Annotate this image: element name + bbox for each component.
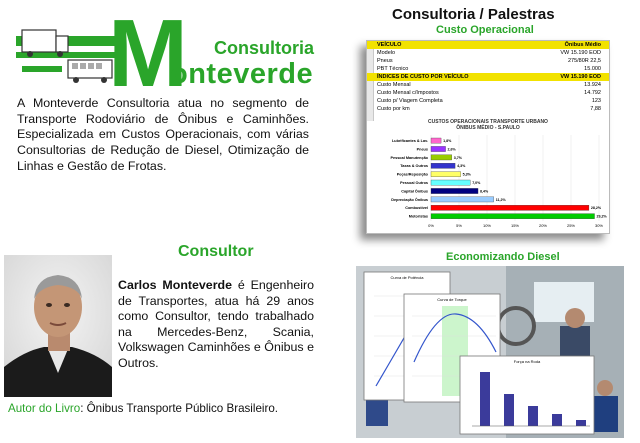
sheet-row-label: Custo Mensal (377, 82, 411, 88)
sheet-row-label: Custo Mensal c/Impostos (377, 90, 439, 96)
bar-value-label: 5,3% (462, 172, 471, 177)
company-logo (16, 0, 316, 107)
sheet-row (367, 65, 609, 73)
sheet-row-label: ÍNDICES DE CUSTO POR VEÍCULO (377, 74, 469, 80)
consultor-bio-text: é Engenheiro de Transportes, atua há 29 anos como Consultor, tendo trabalhado na Mercedes-Benz, Scania, Volkswagen Caminhões e Ônibus e Outros. (118, 278, 314, 370)
eco-chart-title-1: Curva de Potência (390, 275, 424, 280)
book-author-line (8, 402, 278, 415)
x-tick-label: 15% (510, 223, 520, 228)
sheet-row-label: Pneus (377, 58, 393, 64)
truck-bus-icon (16, 26, 116, 86)
logo-consultoria: Consultoria (214, 38, 315, 58)
sheet-row (367, 89, 609, 97)
sheet-row (367, 97, 609, 105)
category-label: Motoristas (408, 214, 428, 219)
bar-value-label: 8,4% (480, 189, 489, 194)
bar-value-label: 11,2% (495, 197, 506, 202)
category-label: Pneus (416, 147, 428, 152)
bar-value-label: 1,8% (443, 139, 452, 143)
sheet-row-label: PBT Técnico (377, 66, 409, 72)
bar-value-label: 29,2% (596, 214, 607, 219)
section-subtitle: Custo Operacional (436, 24, 534, 36)
cost-bar (431, 172, 461, 177)
x-tick-label: 10% (482, 223, 492, 228)
eco-chart-title-3: Força na Roda (513, 359, 541, 364)
sheet-row-label: Custo p/ Viagem Completa (377, 98, 443, 104)
sheet-row-value: 15.000 (584, 66, 601, 72)
bar-value-label: 3,7% (453, 155, 462, 160)
bar-value-label: 4,3% (457, 164, 466, 169)
sheet-row (367, 41, 609, 49)
sheet-row (367, 81, 609, 89)
sheet-row-value: Ônibus Médio (564, 42, 601, 48)
category-label: Capital Ônibus (401, 189, 428, 194)
eco-chart-title-2: Curva de Torque (437, 297, 467, 302)
sheet-row-value: VW 15.190 EOD (560, 50, 601, 56)
author-label: Autor do Livro (8, 402, 81, 415)
cost-bar (431, 180, 470, 185)
cost-bar (431, 188, 478, 193)
sheet-row (367, 57, 609, 65)
sheet-row-value: 275/80R 22,5 (567, 58, 601, 64)
logo-letter: M (108, 0, 186, 107)
sheet-row (367, 105, 609, 113)
sheet-row-label: Custo por km (377, 106, 410, 112)
consultor-name: Carlos Monteverde (118, 278, 232, 292)
sheet-row (367, 73, 609, 81)
bar-value-label: 7,0% (472, 181, 481, 185)
cost-bar (431, 214, 595, 219)
eco-title: Economizando Diesel (446, 251, 560, 263)
category-label: Taxas & Outros (400, 164, 428, 169)
category-label: Combustível (405, 206, 428, 211)
bar-value-label: 28,2% (590, 206, 602, 211)
cost-bar-chart (367, 131, 610, 234)
cost-bar (431, 163, 455, 168)
bar-value-label: 2,6% (447, 147, 456, 152)
consultor-bio (118, 278, 314, 372)
category-label: Lubrificantes & Lav. (391, 139, 428, 143)
x-tick-label: 20% (538, 223, 548, 228)
chart-title: CUSTOS OPERACIONAIS TRANSPORTE URBANO (428, 119, 548, 125)
cost-spreadsheet (366, 40, 610, 234)
logo-monteverde: onteverde (170, 58, 314, 90)
cost-bar (431, 138, 441, 143)
category-label: Depreciação Ônibus (391, 197, 428, 202)
diesel-collage (356, 266, 624, 438)
x-tick-label: 0% (428, 223, 434, 228)
sheet-row-value: 13.924 (584, 82, 601, 88)
category-label: Pessoal Manutenção (390, 155, 428, 160)
cost-bar (431, 146, 446, 151)
chart-subtitle: ÔNIBUS MÉDIO - S.PAULO (456, 125, 520, 131)
intro-text: A Monteverde Consultoria atua no segmento de Transporte Rodoviário de Ônibus e Caminhões. Especializada em Custos Operacionais, com várias Consultorias de Redução de Diesel, Otimização de Linhas e Gestão de Frotas. (17, 96, 309, 173)
cost-bar (431, 155, 452, 160)
x-tick-label: 25% (566, 223, 576, 228)
sheet-row-value: VW 15.190 EOD (560, 74, 601, 80)
sheet-row-label: VEÍCULO (377, 42, 402, 48)
consultor-title: Consultor (178, 243, 254, 260)
sheet-row-value: 14.792 (584, 90, 601, 96)
category-label: Pessoal Outros (400, 181, 428, 185)
consultant-photo (4, 255, 112, 397)
section-title: Consultoria / Palestras (392, 6, 555, 23)
cost-bar (431, 205, 589, 210)
sheet-row-value: 7,88 (590, 106, 601, 112)
sheet-row-label: Modelo (377, 50, 396, 56)
category-label: Peças/Reposição (396, 172, 428, 177)
cost-bar (431, 197, 494, 202)
sheet-row (367, 49, 609, 57)
sheet-row-value: 123 (591, 98, 601, 104)
x-tick-label: 30% (594, 223, 604, 228)
x-tick-label: 5% (456, 223, 462, 228)
book-title: : Ônibus Transporte Público Brasileiro. (80, 402, 279, 415)
